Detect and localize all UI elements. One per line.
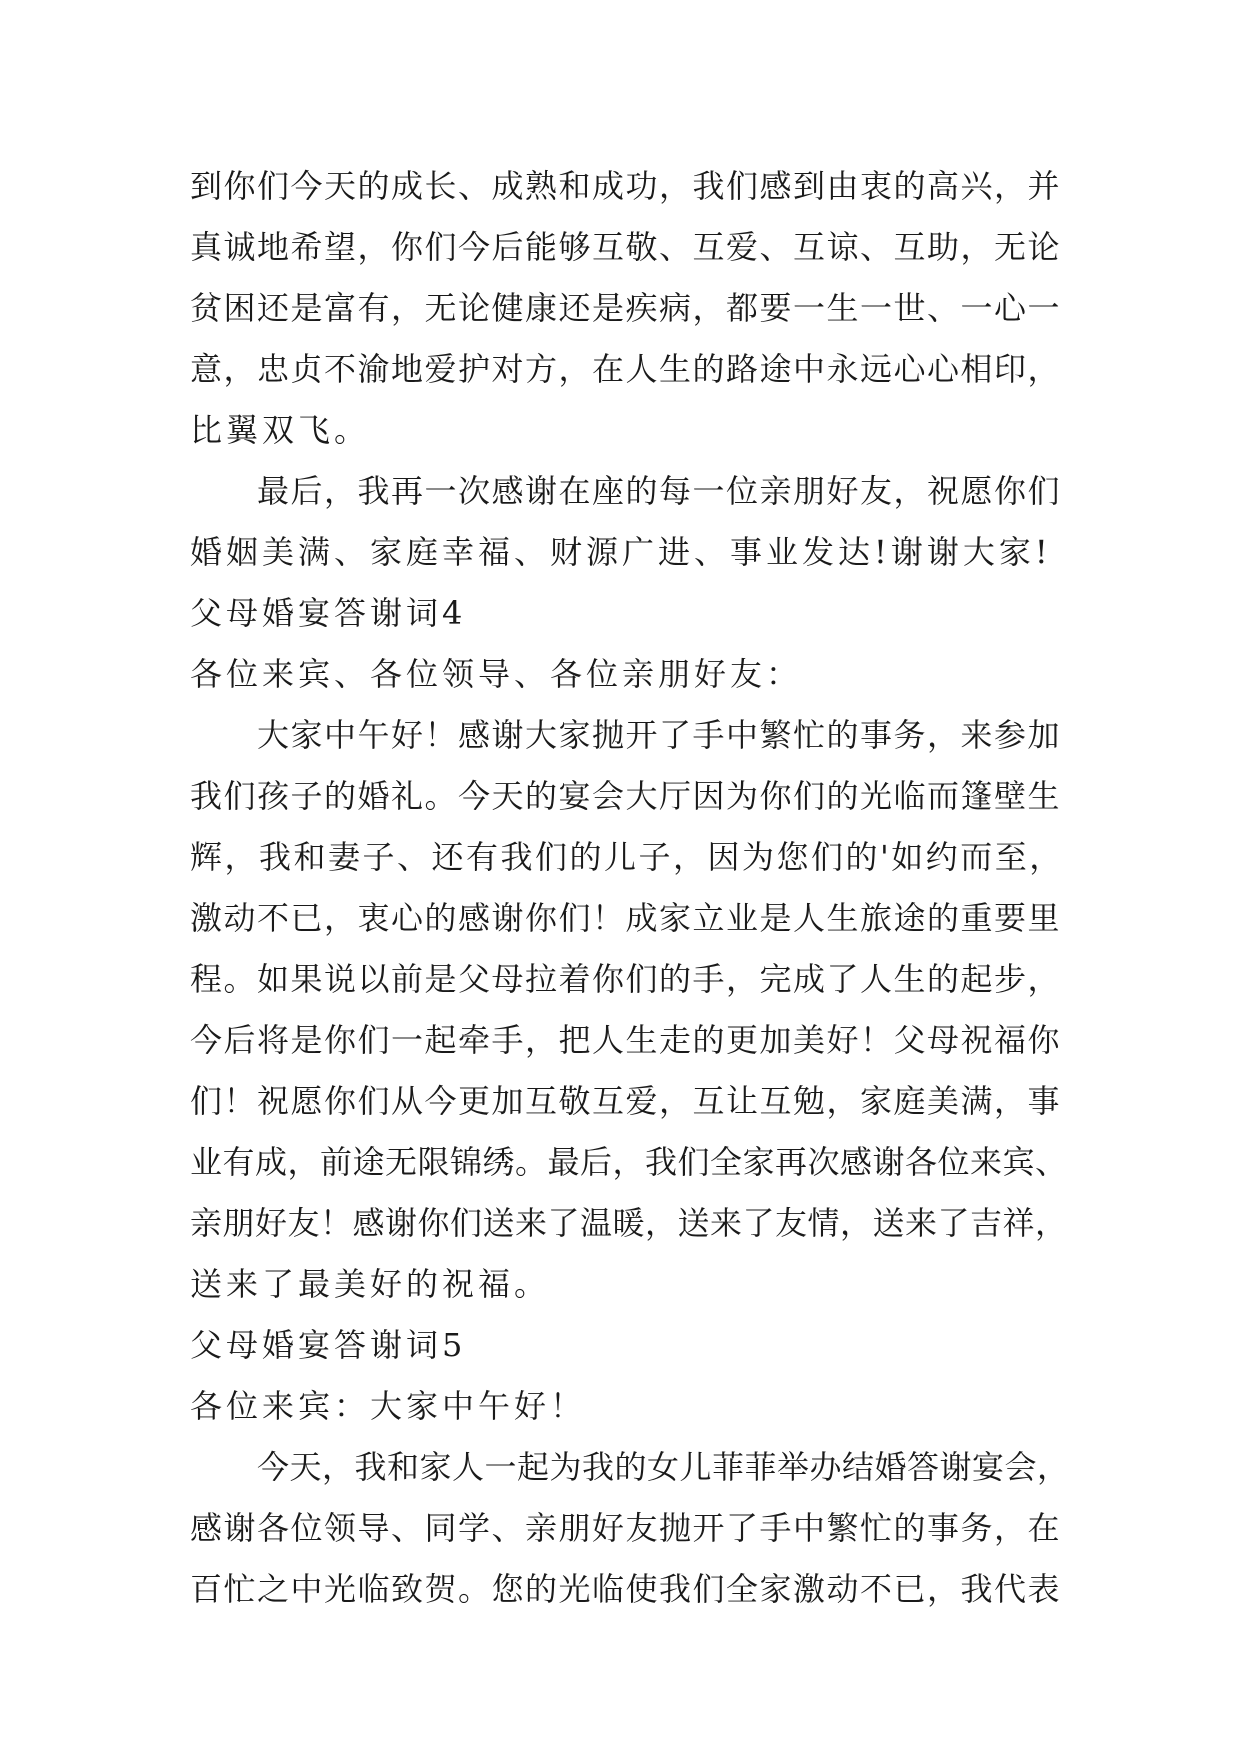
paragraph-first-line: 今天，我和家人一起为我的女儿菲菲举办结婚答谢宴会， [257, 1448, 1070, 1486]
text-line: 到你们今天的成长、成熟和成功，我们感到由衷的高兴，并 [190, 167, 1062, 205]
text-line: 意，忠贞不渝地爱护对方，在人生的路途中永远心心相印， [190, 350, 1062, 388]
text-line: 送来了最美好的祝福。 [190, 1265, 551, 1303]
text-line: 业有成，前途无限锦绣。最后，我们全家再次感谢各位来宾、 [190, 1143, 1068, 1181]
document-body [190, 156, 1070, 1620]
section-heading: 父母婚宴答谢词5 [190, 1326, 467, 1364]
text-line: 们！祝愿你们从今更加互敬互爱，互让互勉，家庭美满，事 [190, 1082, 1062, 1120]
text-line: 婚姻美满、家庭幸福、财源广进、事业发达!谢谢大家! [190, 533, 1052, 571]
text-line: 贫困还是富有，无论健康还是疾病，都要一生一世、一心一 [190, 289, 1062, 327]
text-line: 比翼双飞。 [190, 411, 371, 449]
text-line: 我们孩子的婚礼。今天的宴会大厅因为你们的光临而篷壁生 [190, 777, 1062, 815]
text-line: 感谢各位领导、同学、亲朋好友抛开了手中繁忙的事务，在 [190, 1509, 1062, 1547]
text-line: 激动不已，衷心的感谢你们！成家立业是人生旅途的重要里 [190, 899, 1062, 937]
section-heading: 父母婚宴答谢词4 [190, 594, 467, 632]
text-line: 辉，我和妻子、还有我们的儿子，因为您们的'如约而至， [190, 838, 1064, 876]
paragraph-first-line: 大家中午好！感谢大家抛开了手中繁忙的事务，来参加 [257, 716, 1062, 754]
text-line: 真诚地希望，你们今后能够互敬、互爱、互谅、互助，无论 [190, 228, 1062, 266]
text-line: 亲朋好友！感谢你们送来了温暖，送来了友情，送来了吉祥， [190, 1204, 1068, 1242]
salutation: 各位来宾：大家中午好！ [190, 1387, 587, 1425]
text-line: 程。如果说以前是父母拉着你们的手，完成了人生的起步， [190, 960, 1062, 998]
salutation: 各位来宾、各位领导、各位亲朋好友： [190, 655, 803, 693]
text-line: 百忙之中光临致贺。您的光临使我们全家激动不已，我代表 [190, 1570, 1062, 1608]
text-line: 今后将是你们一起牵手，把人生走的更加美好！父母祝福你 [190, 1021, 1062, 1059]
paragraph-first-line: 最后，我再一次感谢在座的每一位亲朋好友，祝愿你们 [257, 472, 1062, 510]
